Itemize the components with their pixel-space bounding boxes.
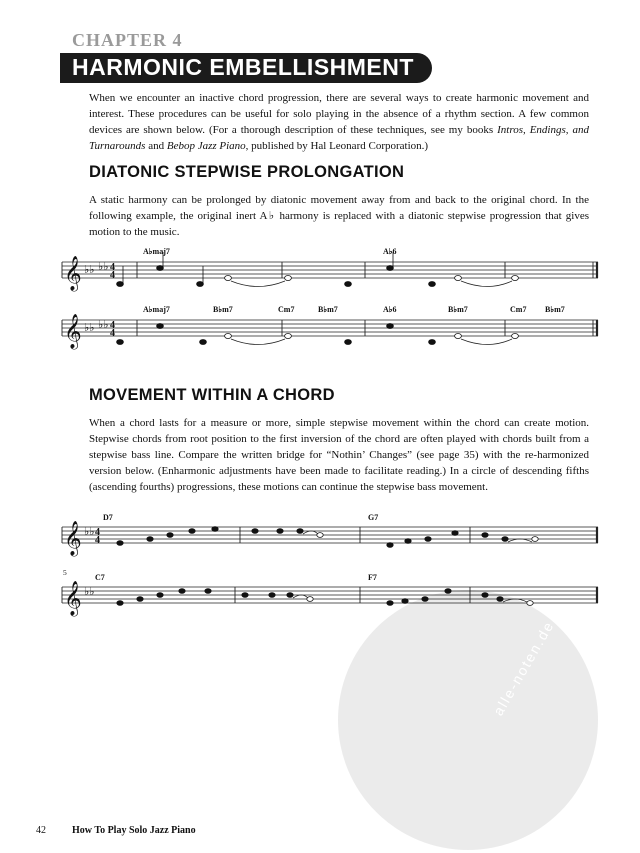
chord-symbol: B♭m7: [545, 305, 565, 314]
chord-symbol: B♭m7: [448, 305, 468, 314]
svg-text:4: 4: [110, 328, 115, 339]
chord-symbol: B♭m7: [213, 305, 233, 314]
treble-clef-icon: 𝄞: [64, 581, 82, 616]
chord-symbol: Cm7: [510, 305, 527, 314]
svg-text:♭♭: ♭♭: [84, 585, 95, 598]
measure-number: 5: [63, 568, 67, 577]
chord-symbol: D7: [103, 513, 113, 522]
svg-text:4: 4: [110, 270, 115, 281]
chord-symbol: A♭maj7: [143, 247, 170, 256]
chord-symbol: F7: [368, 573, 377, 582]
svg-text:4: 4: [110, 262, 115, 273]
section-heading-diatonic: DIATONIC STEPWISE PROLONGATION: [89, 163, 405, 181]
treble-clef-icon: 𝄞: [64, 521, 82, 556]
chord-symbol: C7: [95, 573, 105, 582]
section-body-diatonic: A static harmony can be prolonged by diatonic movement away from and back to the original chord. In the following example, the original inert A♭ harmony is replaced with a diatonic stepwise progression that gives motion to the music.: [89, 194, 589, 238]
chapter-title: HARMONIC EMBELLISHMENT: [72, 54, 414, 80]
intro-paragraph: When we encounter an inactive chord progression, there are several ways to create harmonic movement and interest. These procedures can be useful for solo playing in the absence of a rhythm section. A few common devices are shown below. (For a thorough description of these techniques, see my books Intros, Endings, and Turnarounds and Bebop Jazz Piano, published by Hal Leonard Corporation.): [89, 92, 589, 152]
svg-text:4: 4: [95, 535, 100, 546]
chord-symbol: A♭6: [383, 247, 397, 256]
svg-text:4: 4: [95, 527, 100, 538]
svg-text:♭♭: ♭♭: [98, 260, 109, 273]
staff-line: [62, 527, 598, 543]
svg-text:♭♭: ♭♭: [98, 318, 109, 331]
svg-text:4: 4: [110, 320, 115, 331]
section-heading-movement: MOVEMENT WITHIN A CHORD: [89, 386, 335, 404]
section-body-movement: When a chord lasts for a measure or more, simple stepwise movement within the chord can create motion. Stepwise chords from root position to the first inversion of the chord are often played with chords built from a stepwise bass line. Compare the written bridge for “Nothin’ Changes” (see page 35) with the re-harmonized version below. (Enharmonic adjustments have been made to facilitate reading.) In a circle of descending fifths (ascending fourths) progressions, these motions can continue the stepwise bass movement.: [89, 417, 589, 493]
treble-clef-icon: 𝄞: [64, 314, 82, 349]
chord-symbol: Cm7: [278, 305, 295, 314]
staff-line: [62, 262, 598, 278]
staff-line: [62, 320, 598, 336]
svg-text:♭♭: ♭♭: [84, 263, 95, 276]
watermark-text: alle-noten.de: [489, 617, 558, 719]
svg-text:♭♭: ♭♭: [84, 525, 95, 538]
chord-symbol: G7: [368, 513, 379, 522]
treble-clef-icon: 𝄞: [64, 256, 82, 291]
book-title: How To Play Solo Jazz Piano: [72, 825, 196, 836]
chord-symbol: B♭m7: [318, 305, 338, 314]
page-number: 42: [36, 825, 46, 836]
svg-text:♭♭: ♭♭: [84, 321, 95, 334]
chord-symbol: A♭6: [383, 305, 397, 314]
chord-symbol: A♭maj7: [143, 305, 170, 314]
chapter-label: CHAPTER 4: [72, 30, 183, 50]
